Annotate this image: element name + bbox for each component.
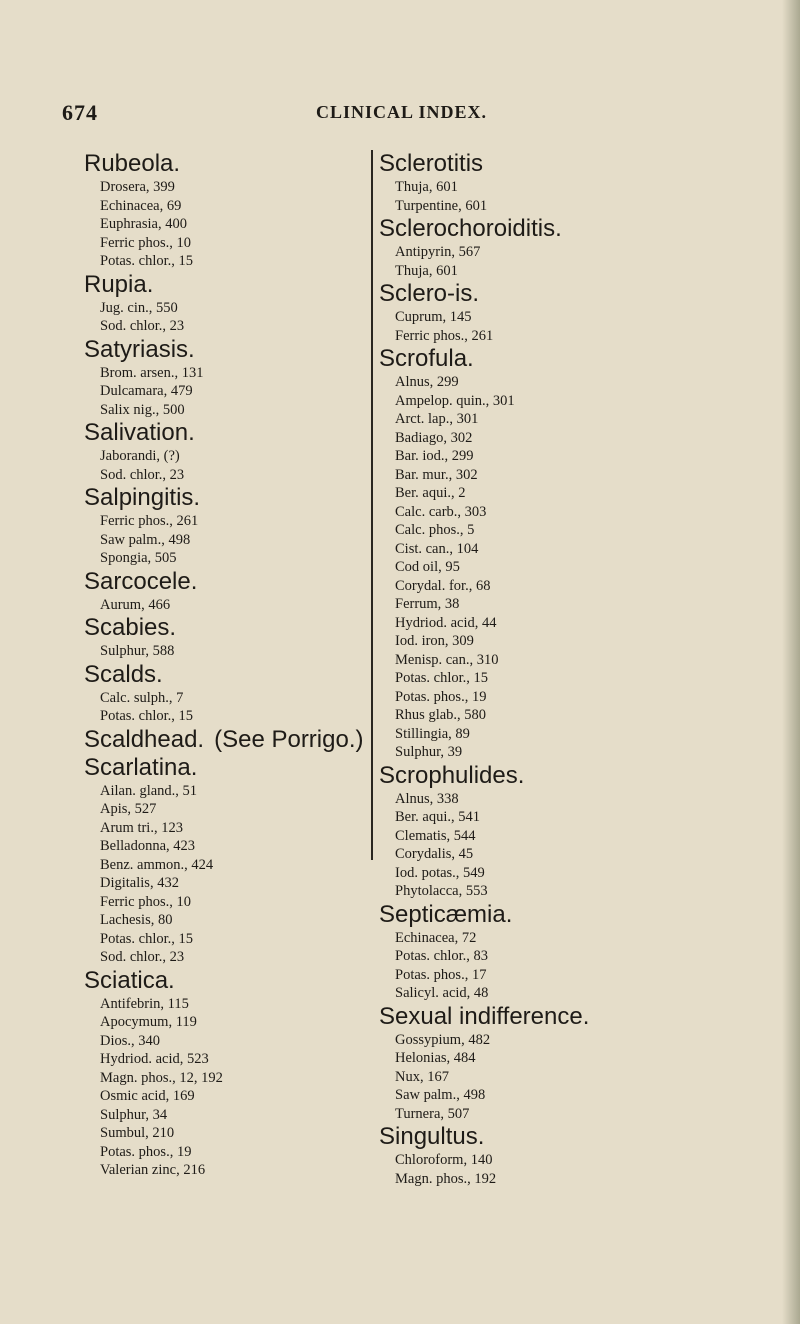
remedy-item: Sod. chlor., 23 (100, 466, 185, 483)
remedy-item: Sulphur, 588 (100, 643, 175, 659)
remedy-item: Ferric phos., 261 (100, 513, 199, 529)
remedy-item: Calc. phos., 5 (395, 522, 475, 538)
index-entry (379, 280, 711, 345)
remedy-item: Bar. iod., 299 (395, 448, 474, 464)
remedy-item: Digitalis, 432 (100, 875, 179, 891)
entry-heading-text: Sexual indifference. (379, 1002, 590, 1030)
remedy-item: Menisp. can., 310 (395, 651, 499, 668)
remedy-item: Alnus, 338 (395, 790, 459, 807)
remedy-item: Ferric phos., 261 (395, 327, 494, 344)
remedy-item: Sumbul, 210 (100, 1125, 175, 1141)
remedy-item: Sulphur, 34 (100, 1106, 168, 1123)
remedy-item: Iod. iron, 309 (395, 633, 474, 649)
entry-heading (379, 901, 711, 929)
entry-heading (379, 150, 711, 178)
remedy-item: Antifebrin, 115 (100, 995, 189, 1012)
remedy-item: Dios., 340 (100, 1032, 161, 1049)
entry-heading-text: Scalds. (84, 660, 163, 688)
index-entry (84, 661, 374, 726)
remedy-item: Aurum, 466 (100, 596, 171, 613)
remedy-item: Valerian zinc, 216 (100, 1162, 206, 1178)
entry-heading-text: Satyriasis. (84, 335, 195, 363)
entry-heading (379, 345, 711, 373)
entry-heading-text: Rubeola. (84, 150, 181, 177)
page-header (0, 100, 800, 130)
remedy-item: Bar. mur., 302 (395, 466, 478, 483)
entry-heading (84, 336, 374, 364)
remedy-item: Cist. can., 104 (395, 540, 479, 557)
remedy-item: Turpentine, 601 (395, 197, 488, 214)
entry-heading-text: Sclerochoroiditis. (379, 215, 562, 242)
remedy-item: Alnus, 299 (395, 374, 459, 390)
remedy-item: Thuja, 601 (395, 262, 458, 279)
remedy-item: Calc. sulph., 7 (100, 689, 184, 706)
entry-heading-text: Scrofula. (379, 345, 474, 372)
remedy-item: Potas. chlor., 15 (100, 708, 194, 724)
remedy-item: Phytolacca, 553 (395, 883, 488, 899)
remedy-item: Echinacea, 69 (100, 197, 182, 214)
remedy-item: Dulcamara, 479 (100, 383, 193, 399)
remedy-item: Echinacea, 72 (395, 929, 477, 946)
remedy-item: Euphrasia, 400 (100, 216, 187, 232)
remedy-item: Magn. phos., 12, 192 (100, 1069, 223, 1086)
remedy-item: Apocymum, 119 (100, 1014, 197, 1030)
entry-heading-text: Sciatica. (84, 966, 175, 994)
remedy-item: Ber. aqui., 2 (395, 485, 466, 501)
index-entry (84, 967, 374, 1180)
remedy-item: Nux, 167 (395, 1068, 449, 1085)
remedy-item: Ferrum, 38 (395, 596, 460, 612)
entry-heading (84, 661, 374, 689)
entry-heading-text: Singultus. (379, 1123, 485, 1150)
entry-heading-text: Scaldhead. (84, 725, 205, 753)
entry-heading-text: Sclero-is. (379, 280, 480, 307)
entry-see-note: (See Porrigo.) (214, 725, 364, 753)
entry-heading (84, 484, 374, 512)
index-column-right (371, 150, 711, 1187)
index-entry (379, 345, 711, 762)
remedy-item: Arum tri., 123 (100, 819, 183, 836)
entry-heading-text: Sclerotitis (379, 150, 484, 177)
remedy-item: Hydriod. acid, 44 (395, 614, 497, 631)
index-entry (379, 1123, 711, 1188)
index-entry (379, 150, 711, 215)
remedy-item: Corydalis, 45 (395, 846, 474, 862)
remedy-item: Potas. phos., 19 (100, 1143, 192, 1160)
entry-heading (84, 568, 374, 596)
remedy-item: Stillingia, 89 (395, 725, 470, 742)
remedy-item: Clematis, 544 (395, 827, 476, 844)
remedy-item: Saw palm., 498 (100, 531, 191, 548)
index-entry (84, 419, 374, 484)
remedy-item: Ailan. gland., 51 (100, 782, 198, 799)
remedy-item: Potas. chlor., 15 (395, 670, 489, 686)
entry-heading (379, 1123, 711, 1151)
remedy-item: Cuprum, 145 (395, 309, 472, 325)
remedy-item: Ampelop. quin., 301 (395, 392, 515, 409)
remedy-item: Potas. chlor., 15 (100, 930, 194, 947)
remedy-item: Hydriod. acid, 523 (100, 1051, 209, 1067)
index-entry (379, 901, 711, 1003)
remedy-item: Belladonna, 423 (100, 838, 196, 854)
remedy-item: Sod. chlor., 23 (100, 949, 185, 965)
remedy-item: Salix nig., 500 (100, 401, 185, 418)
remedy-item: Drosera, 399 (100, 179, 175, 195)
remedy-item: Arct. lap., 301 (395, 411, 479, 427)
entry-heading-text: Scarlatina. (84, 753, 198, 781)
entry-heading (379, 215, 711, 243)
remedy-item: Magn. phos., 192 (395, 1170, 497, 1187)
entry-heading-text: Scrophulides. (379, 761, 525, 789)
remedy-item: Antipyrin, 567 (395, 244, 481, 260)
index-column-left (84, 150, 374, 1180)
entry-heading-text: Scabies. (84, 614, 177, 641)
index-entry (379, 762, 711, 901)
remedy-item: Cod oil, 95 (395, 559, 460, 575)
entry-heading (379, 1003, 711, 1031)
remedy-item: Potas. phos., 17 (395, 966, 487, 983)
entry-heading-text: Rupia. (84, 270, 154, 298)
remedy-item: Potas. phos., 19 (395, 688, 487, 705)
index-entry (84, 336, 374, 420)
entry-heading (84, 419, 374, 447)
remedy-item: Benz. ammon., 424 (100, 856, 214, 873)
index-entry (379, 215, 711, 280)
remedy-item: Sod. chlor., 23 (100, 318, 185, 334)
index-entry (84, 726, 374, 754)
entry-heading (84, 614, 374, 642)
entry-heading (84, 271, 374, 299)
index-entry (84, 150, 374, 271)
entry-heading-text: Sarcocele. (84, 567, 198, 595)
remedy-item: Apis, 527 (100, 801, 157, 817)
remedy-item: Chloroform, 140 (395, 1152, 493, 1168)
index-entry (84, 614, 374, 661)
remedy-item: Gossypium, 482 (395, 1031, 491, 1048)
entry-heading-text: Septicæmia. (379, 900, 513, 928)
entry-heading-text: Salpingitis. (84, 484, 201, 511)
entry-heading-text: Salivation. (84, 419, 195, 446)
remedy-item: Helonias, 484 (395, 1050, 476, 1066)
remedy-item: Jug. cin., 550 (100, 299, 178, 316)
index-entry (379, 1003, 711, 1124)
index-entry (84, 568, 374, 615)
remedy-item: Ber. aqui., 541 (395, 809, 480, 825)
page-number: 674 (62, 100, 98, 125)
remedy-item: Calc. carb., 303 (395, 503, 487, 520)
remedy-item: Potas. chlor., 83 (395, 948, 489, 964)
entry-heading (379, 762, 711, 790)
entry-heading (84, 726, 374, 754)
entry-heading (84, 754, 374, 782)
remedy-item: Rhus glab., 580 (395, 707, 487, 723)
remedy-item: Ferric phos., 10 (100, 893, 192, 910)
remedy-item: Lachesis, 80 (100, 912, 173, 928)
remedy-item: Osmic acid, 169 (100, 1088, 195, 1104)
remedy-item: Sulphur, 39 (395, 744, 463, 760)
entry-heading (379, 280, 711, 308)
remedy-item: Brom. arsen., 131 (100, 364, 204, 381)
page-edge-shadow (782, 0, 800, 1324)
remedy-item: Thuja, 601 (395, 179, 458, 195)
entry-heading (84, 967, 374, 995)
index-entry (84, 754, 374, 967)
remedy-item: Turnera, 507 (395, 1105, 470, 1122)
index-entry (84, 271, 374, 336)
remedy-item: Salicyl. acid, 48 (395, 985, 489, 1001)
running-title: CLINICAL INDEX. (316, 102, 488, 122)
remedy-item: Corydal. for., 68 (395, 577, 491, 594)
entry-heading (84, 150, 374, 178)
remedy-item: Ferric phos., 10 (100, 234, 192, 251)
remedy-item: Iod. potas., 549 (395, 864, 485, 881)
index-entry (84, 484, 374, 568)
remedy-item: Spongia, 505 (100, 550, 177, 566)
remedy-item: Badiago, 302 (395, 429, 473, 446)
remedy-item: Potas. chlor., 15 (100, 253, 194, 269)
remedy-item: Jaborandi, (?) (100, 448, 180, 464)
remedy-item: Saw palm., 498 (395, 1087, 486, 1103)
